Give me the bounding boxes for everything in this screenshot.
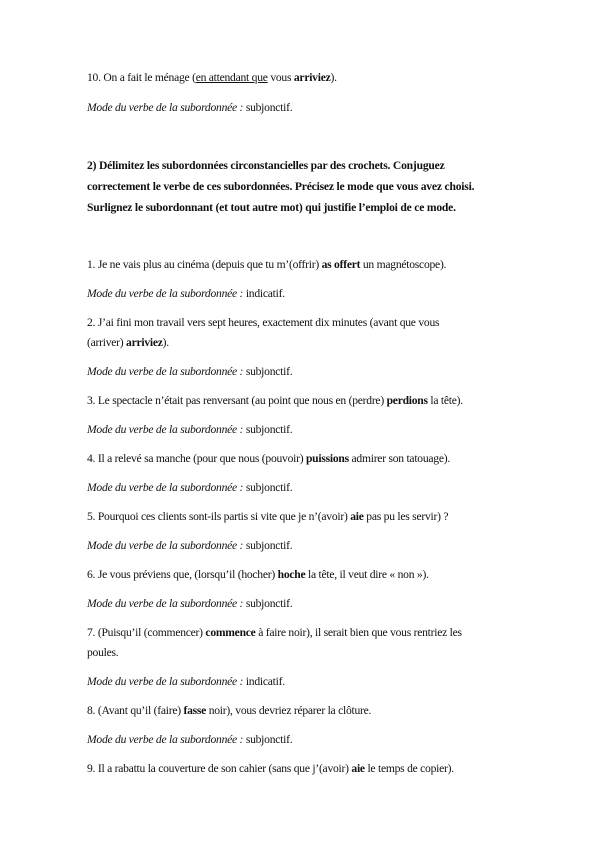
mode-line-3: Mode du verbe de la subordonnée : subjonctif.	[87, 423, 293, 436]
mode-line-4: Mode du verbe de la subordonnée : subjonctif.	[87, 481, 293, 494]
conjugated-verb: hoche	[277, 568, 306, 581]
conjugated-verb: commence	[205, 626, 256, 639]
conjugated-verb: fasse	[183, 704, 207, 717]
mode-value: subjonctif.	[243, 365, 293, 378]
conjugated-verb: puissions	[305, 452, 349, 465]
exercise-item-5: 5. Pourquoi ces clients sont-ils partis si vite que je n’(avoir) aie pas pu les servir) ?	[87, 510, 449, 523]
subordinator-underlined: en attendant que	[195, 71, 268, 84]
exercise-item-7-continued: poules.	[87, 646, 119, 659]
exercise-item-3: 3. Le spectacle n’était pas renversant (au point que nous en (perdre) perdions la tête).	[87, 394, 463, 407]
conjugated-verb: as offert	[321, 258, 361, 271]
conjugated-verb: perdions	[386, 394, 428, 407]
exercise-item-1: 1. Je ne vais plus au cinéma (depuis que tu m’(offrir) as offert un magnétoscope).	[87, 258, 447, 271]
mode-line-6: Mode du verbe de la subordonnée : subjonctif.	[87, 597, 293, 610]
mode-value: subjonctif.	[243, 101, 293, 114]
section-heading-line-2: correctement le verbe de ces subordonnées. Précisez le mode que vous avez choisi.	[87, 180, 475, 193]
conjugated-verb: aie	[350, 510, 364, 523]
mode-value: subjonctif.	[243, 423, 293, 436]
conjugated-verb: aie	[351, 762, 365, 775]
mode-line-7: Mode du verbe de la subordonnée : indicatif.	[87, 675, 285, 688]
mode-value: indicatif.	[243, 287, 285, 300]
exercise-item-6: 6. Je vous préviens que, (lorsqu’il (hocher) hoche la tête, il veut dire « non »).	[87, 568, 429, 581]
mode-value: indicatif.	[243, 675, 285, 688]
exercise-item-9: 9. Il a rabattu la couverture de son cahier (sans que j’(avoir) aie le temps de copier).	[87, 762, 454, 775]
mode-label: Mode du verbe de la subordonnée :	[87, 101, 244, 114]
conjugated-verb: arriviez	[293, 71, 331, 84]
exercise-item-10: 10. On a fait le ménage (en attendant que vous arriviez).	[87, 71, 337, 84]
mode-value: subjonctif.	[243, 733, 293, 746]
mode-value: subjonctif.	[243, 481, 293, 494]
mode-line-1: Mode du verbe de la subordonnée : indicatif.	[87, 287, 285, 300]
exercise-item-4: 4. Il a relevé sa manche (pour que nous (pouvoir) puissions admirer son tatouage).	[87, 452, 450, 465]
item-text: 10. On a fait le ménage (	[87, 71, 196, 84]
mode-value: subjonctif.	[243, 597, 293, 610]
mode-line-10	[87, 101, 292, 115]
exercise-item-8: 8. (Avant qu’il (faire) fasse noir), vous devriez réparer la clôture.	[87, 704, 372, 717]
mode-value: subjonctif.	[243, 539, 293, 552]
mode-line-2: Mode du verbe de la subordonnée : subjonctif.	[87, 365, 293, 378]
mode-line-8: Mode du verbe de la subordonnée : subjonctif.	[87, 733, 293, 746]
section-heading-line-3: Surlignez le subordonnant (et tout autre mot) qui justifie l’emploi de ce mode.	[87, 201, 456, 214]
mode-line-5: Mode du verbe de la subordonnée : subjonctif.	[87, 539, 293, 552]
exercise-item-2: 2. J’ai fini mon travail vers sept heures, exactement dix minutes (avant que vous	[87, 316, 440, 329]
section-heading-line-1: 2) Délimitez les subordonnées circonstancielles par des crochets. Conjuguez	[87, 159, 445, 172]
conjugated-verb: arriviez	[126, 336, 163, 349]
exercise-item-2-continued: (arriver) arriviez).	[87, 336, 169, 349]
exercise-item-7: 7. (Puisqu’il (commencer) commence à faire noir), il serait bien que vous rentriez les	[87, 626, 462, 639]
